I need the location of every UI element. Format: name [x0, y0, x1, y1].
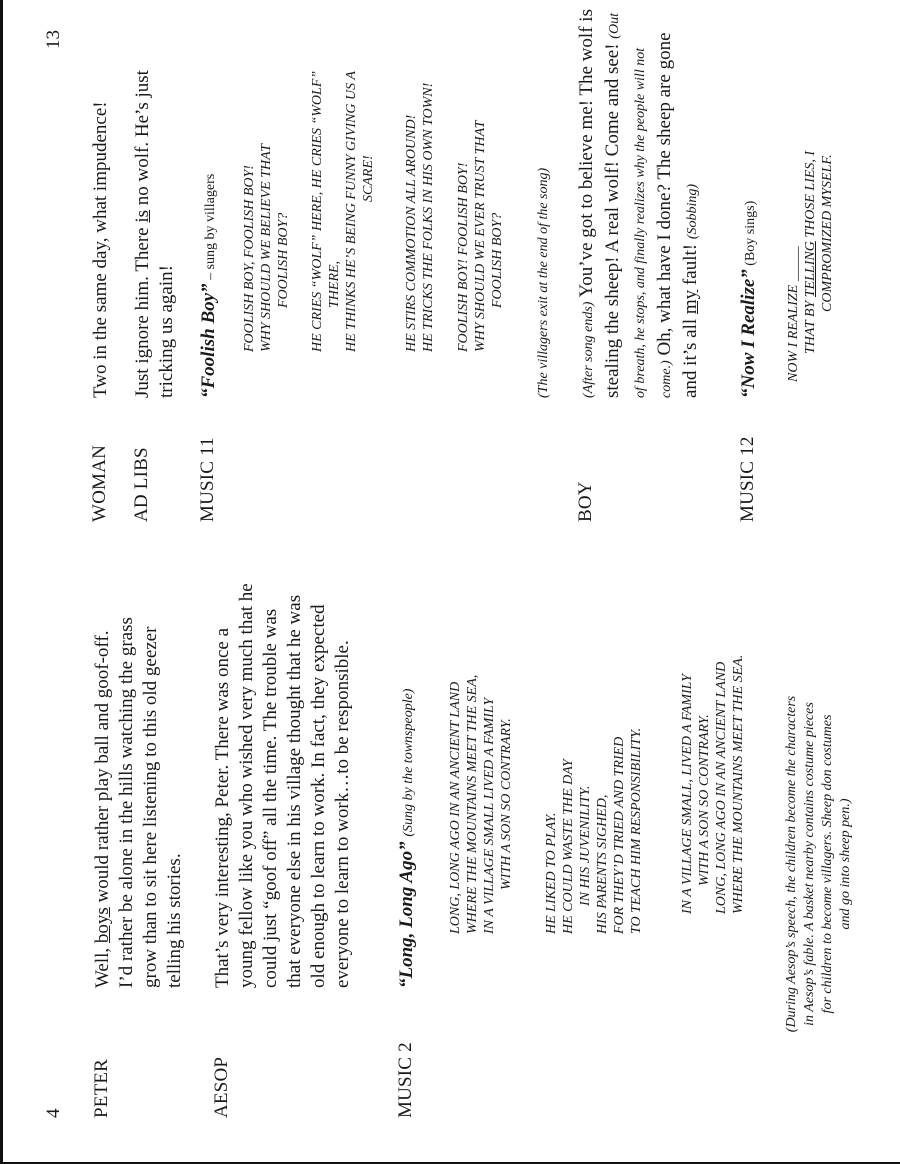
music2-verse-2: HE LIKED TO PLAY. HE COULD WASTE THE DAY IN HIS JUVENILITY. HIS PARENTS SIGHED, FOR THEY’D TRIED AND TRIED TO TEACH HIM RESPONSIBILITY.: [544, 727, 644, 934]
music2-verse-1: LONG, LONG AGO IN AN ANCIENT LAND WHERE THE MOUNTAINS MEET THE SEA, IN A VILLAGE SMALL LIVED A FAMILY WITH A SON SO CONTRARY.: [448, 674, 514, 934]
music11-verse-4: FOOLISH BOY! FOOLISH BOY! WHY SHOULD WE EVER TRUST THAT FOOLISH BOY?: [456, 120, 505, 352]
speaker-aesop: AESOP: [211, 1056, 232, 1118]
speaker-peter: PETER: [91, 1058, 112, 1118]
music12-lyrics: NOW I REALIZE _____ THAT BY TELLING THOSE LIES, I COMPROMIZED MYSELF.: [786, 150, 835, 382]
music2-verse-3: IN A VILLAGE SMALL, LIVED A FAMILY WITH A SON SO CONTRARY. LONG, LONG AGO IN AN ANCIENT LAND WHERE THE MOUNTAINS MEET THE SEA.: [680, 654, 746, 914]
right-page: [3, 0, 900, 582]
villagers-exit-direction: (The villagers exit at the end of the song): [536, 167, 551, 398]
page-number-left: 4: [43, 1108, 64, 1118]
music11-verse-1: FOOLISH BOY, FOOLISH BOY! WHY SHOULD WE BELIEVE THAT FOOLISH BOY?: [242, 144, 291, 352]
peter-dialogue: Well, boys would rather play ball and goof-off. I’d rather be alone in the hills watching the grass grow than to sit here listening to this old geezer telling his stories.: [92, 617, 185, 988]
stage-direction: (During Aesop’s speech, the children become the characters in Aesop’s fable. A basket nearby contains costume pieces for children to become villagers. Sheep don costumes and go into sheep pen.): [784, 695, 853, 1033]
music-cue-11: MUSIC 11: [197, 437, 218, 522]
adlibs-dialogue: Just ignore him. There is no wolf. He’s just tricking us again!: [132, 70, 177, 398]
speaker-adlibs: AD LIBS: [131, 447, 152, 522]
music-cue-12: MUSIC 12: [737, 436, 758, 522]
left-page: [3, 582, 900, 1164]
music2-heading: “Long, Long Ago” (Sung by the townspeople): [396, 688, 417, 988]
page-number-right: 13: [43, 30, 64, 49]
woman-dialogue: Two in the same day, what impudence!: [90, 101, 111, 398]
music12-heading: “Now I Realize” (Boy sings): [738, 200, 759, 398]
music11-verse-3: HE STIRS COMMOTION ALL AROUND! HE TRICKS THE FOLKS IN HIS OWN TOWN!: [404, 82, 436, 352]
music11-heading: “Foolish Boy” – sung by villagers: [198, 173, 219, 398]
aesop-dialogue: That’s very interesting, Peter. There was once a young fellow like you who wished very much that he could just “goof off” all the time. The trouble was that everyone else in his village thought that he was old enough to learn to work. In fact, they expected everyone to learn to work…to be responsible.: [212, 583, 353, 988]
speaker-boy: BOY: [575, 481, 596, 522]
rotated-spread: [3, 0, 900, 1164]
music11-verse-2: HE CRIES “WOLF” HERE, HE CRIES “WOLF” THERE, HE THINKS HE’S BEING FUNNY GIVING US A SCARE!: [310, 70, 376, 352]
music-cue-2: MUSIC 2: [395, 1042, 416, 1118]
boy-dialogue: (After song ends) You’ve got to believe me! The wolf is stealing the sheep! A real wolf! Come and see! (Out of breath, he stops, and finally realizes why the people will not come.) Oh, what have I done? The sheep are gone and it’s all my fault! (Sobbing): [576, 9, 701, 398]
speaker-woman: WOMAN: [89, 445, 110, 522]
